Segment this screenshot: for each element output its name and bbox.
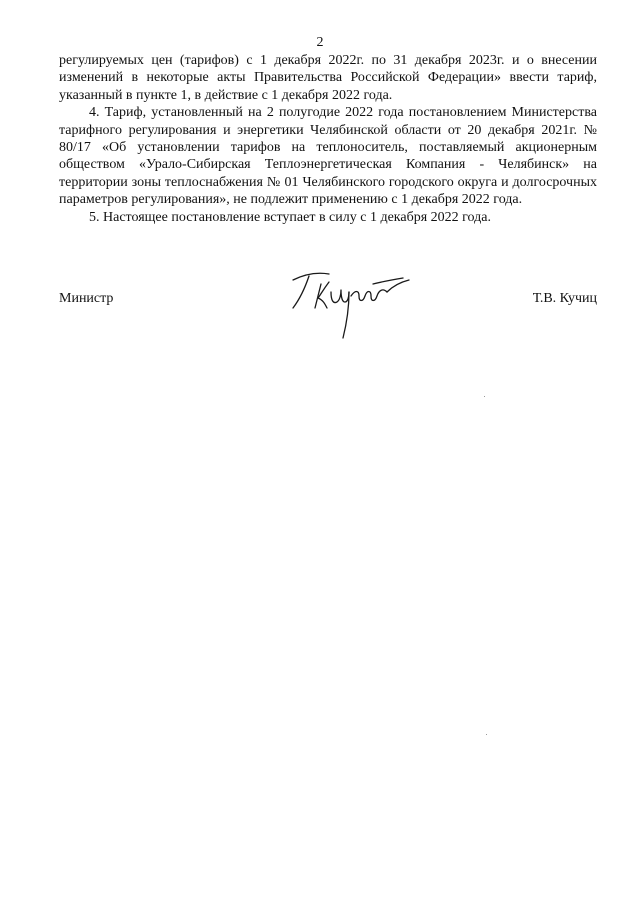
signatory-title: Министр [59, 291, 114, 306]
signatory-name: Т.В. Кучиц [532, 291, 597, 306]
scan-speck [486, 734, 487, 735]
handwritten-signature [285, 266, 415, 344]
page-number: 2 [316, 35, 324, 50]
document-body [59, 52, 597, 226]
signature-row [59, 276, 597, 356]
paragraph-4: 4. Тариф, установленный на 2 полугодие 2022 года постановлением Министерства тарифного регулирования и энергетики Челябинской области от 20 декабря 2021г. № 80/17 «Об установлении тарифов на теплоноситель, поставляемый акционерным обществом «Урало-Сибирская Теплоэнергетическая Компания - Челябинск» на территории зоны теплоснабжения № 01 Челябинского городского округа и долгосрочных параметров регулирования», не подлежит применению с 1 декабря 2022 года. [59, 105, 597, 208]
scan-speck [484, 396, 485, 397]
paragraph-5: 5. Настоящее постановление вступает в силу с 1 декабря 2022 года. [89, 209, 491, 225]
paragraph-continuation: регулируемых цен (тарифов) с 1 декабря 2022г. по 31 декабря 2023г. и о внесении изменений в некоторые акты Правительства Российской Федерации» ввести тариф, указанный в пункте 1, в действие с 1 декабря 2022 года. [59, 53, 597, 103]
